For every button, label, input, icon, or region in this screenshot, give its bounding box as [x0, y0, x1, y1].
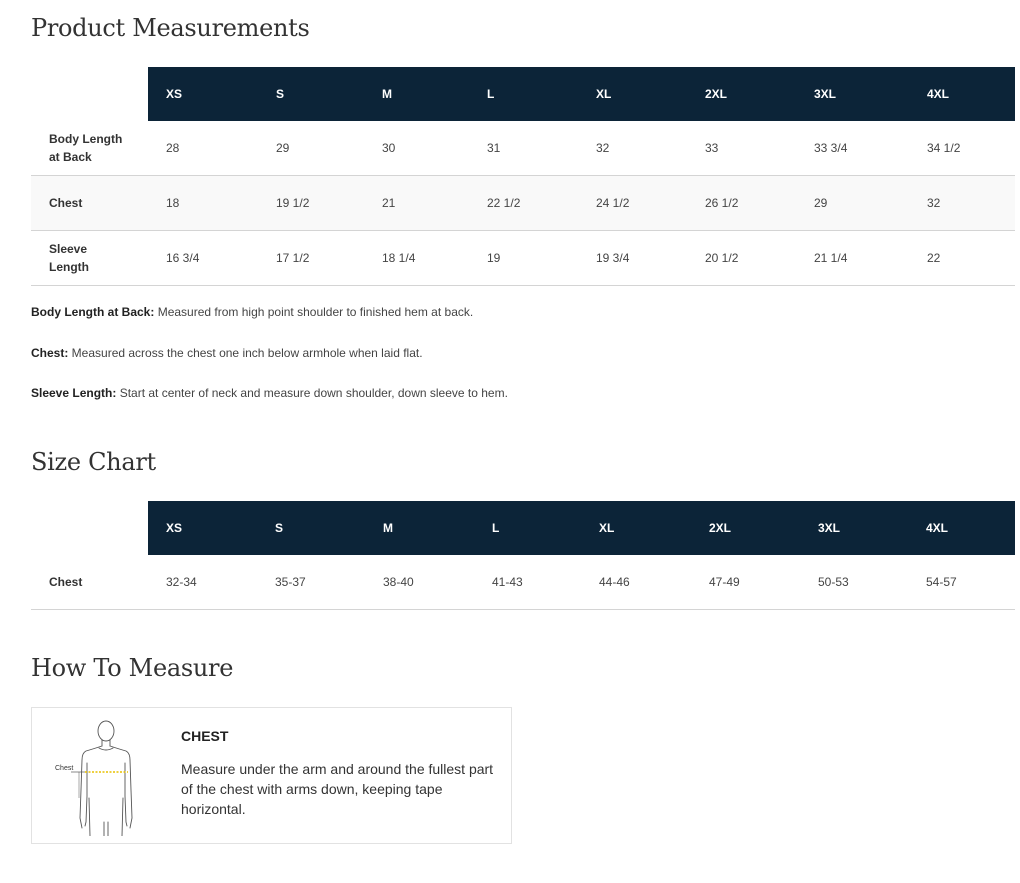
table-cell: 22 — [909, 231, 1015, 286]
size-header-xl: XL — [581, 501, 691, 555]
table-cell: 18 1/4 — [364, 231, 469, 286]
size-chart-table — [31, 501, 1015, 610]
table-cell: 19 3/4 — [578, 231, 687, 286]
size-header-s: S — [258, 67, 364, 121]
table-cell: 20 1/2 — [687, 231, 796, 286]
table-cell: 26 1/2 — [687, 176, 796, 231]
table-cell: 32 — [909, 176, 1015, 231]
figure-chest-label: Chest — [55, 765, 74, 772]
size-header-xl: XL — [578, 67, 687, 121]
table-cell: 16 3/4 — [148, 231, 258, 286]
size-header-l: L — [469, 67, 578, 121]
table-cell: 22 1/2 — [469, 176, 578, 231]
corner-cell — [31, 67, 148, 121]
table-cell: 41-43 — [474, 555, 581, 610]
table-cell: 24 1/2 — [578, 176, 687, 231]
table-cell: 32 — [578, 121, 687, 176]
size-header-l: L — [474, 501, 581, 555]
note-chest: Chest: Measured across the chest one inch below armhole when laid flat. — [31, 346, 423, 360]
table-cell: 18 — [148, 176, 258, 231]
size-header-row — [31, 501, 1015, 555]
row-label-chest: Chest — [31, 176, 148, 231]
row-label-body-length: Body Length at Back — [31, 121, 148, 176]
note-body-length: Body Length at Back: Measured from high point shoulder to finished hem at back. — [31, 305, 474, 319]
table-cell: 28 — [148, 121, 258, 176]
size-chart-title: Size Chart — [31, 448, 156, 476]
body-outline-figure — [49, 718, 161, 836]
size-header-xs: XS — [148, 67, 258, 121]
table-row — [31, 231, 1015, 286]
size-header-m: M — [365, 501, 474, 555]
table-cell: 30 — [364, 121, 469, 176]
table-cell: 21 1/4 — [796, 231, 909, 286]
row-label-sleeve-length: Sleeve Length — [31, 231, 148, 286]
table-cell: 38-40 — [365, 555, 474, 610]
table-cell: 50-53 — [800, 555, 908, 610]
table-cell: 19 1/2 — [258, 176, 364, 231]
size-header-m: M — [364, 67, 469, 121]
size-header-3xl: 3XL — [796, 67, 909, 121]
table-cell: 19 — [469, 231, 578, 286]
table-cell: 17 1/2 — [258, 231, 364, 286]
size-header-s: S — [257, 501, 365, 555]
table-row — [31, 555, 1015, 610]
corner-cell — [31, 501, 148, 555]
note-sleeve-length: Sleeve Length: Start at center of neck and measure down shoulder, down sleeve to hem. — [31, 386, 508, 400]
card-description: Measure under the arm and around the fullest part of the chest with arms down, keeping tape horizontal. — [181, 761, 494, 817]
size-header-2xl: 2XL — [691, 501, 800, 555]
product-measurements-table — [31, 67, 1015, 286]
table-cell: 44-46 — [581, 555, 691, 610]
measure-card — [31, 707, 512, 844]
table-cell: 21 — [364, 176, 469, 231]
size-header-3xl: 3XL — [800, 501, 908, 555]
product-measurements-title: Product Measurements — [31, 14, 310, 42]
size-header-2xl: 2XL — [687, 67, 796, 121]
table-cell: 32-34 — [148, 555, 257, 610]
size-header-xs: XS — [148, 501, 257, 555]
table-cell: 34 1/2 — [909, 121, 1015, 176]
how-to-measure-title: How To Measure — [31, 654, 234, 682]
size-header-4xl: 4XL — [909, 67, 1015, 121]
table-cell: 33 3/4 — [796, 121, 909, 176]
table-cell: 35-37 — [257, 555, 365, 610]
size-header-row — [31, 67, 1015, 121]
row-label-chest: Chest — [31, 555, 148, 610]
table-cell: 31 — [469, 121, 578, 176]
size-header-4xl: 4XL — [908, 501, 1015, 555]
card-title: CHEST — [181, 728, 229, 744]
table-row — [31, 121, 1015, 176]
table-cell: 29 — [796, 176, 909, 231]
table-cell: 29 — [258, 121, 364, 176]
table-cell: 54-57 — [908, 555, 1015, 610]
table-cell: 47-49 — [691, 555, 800, 610]
table-cell: 33 — [687, 121, 796, 176]
table-row — [31, 176, 1015, 231]
